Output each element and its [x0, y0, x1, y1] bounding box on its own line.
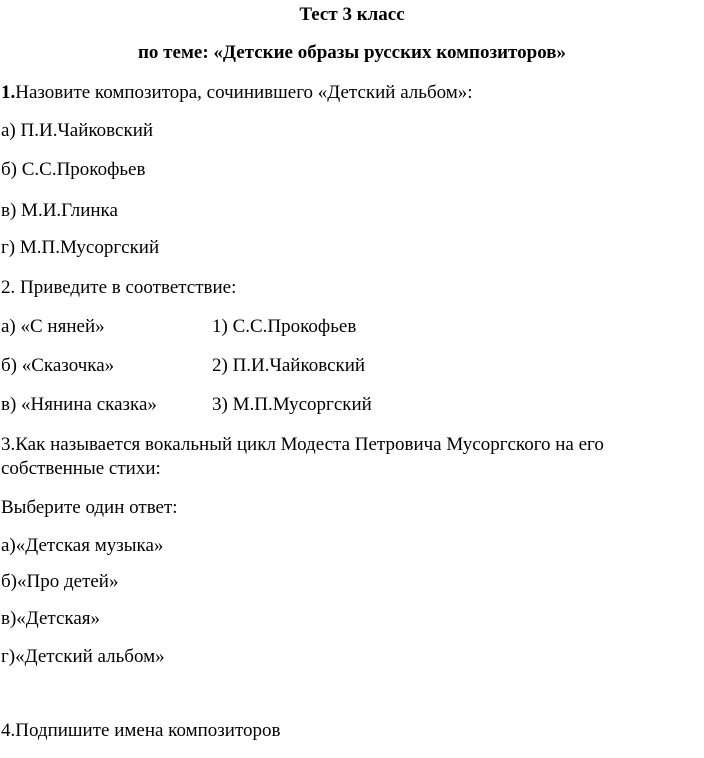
question-4-text: 4.Подпишите имена композиторов	[1, 720, 281, 741]
question-1-option-d: г) М.П.Мусоргский	[1, 237, 160, 258]
question-2-row-2	[1, 354, 366, 378]
question-1-text: Назовите композитора, сочинившего «Детский альбом»:	[15, 82, 473, 103]
question-1-number: 1.	[1, 82, 16, 103]
question-1-option-a: а) П.И.Чайковский	[1, 120, 154, 141]
question-3-option-d: г)«Детский альбом»	[1, 646, 165, 667]
match-right-1: 1) С.С.Прокофьев	[212, 316, 357, 337]
question-1-option-c: в) М.И.Глинка	[1, 200, 118, 221]
match-left-c: в) «Нянина сказка»	[1, 394, 157, 415]
match-left-a: а) «С няней»	[1, 316, 105, 337]
question-1	[1, 81, 473, 105]
question-3-option-c: в)«Детская»	[1, 608, 101, 629]
question-2-row-3	[1, 393, 372, 417]
match-left-b: б) «Сказочка»	[1, 355, 115, 376]
match-right-2: 2) П.И.Чайковский	[212, 355, 366, 376]
document-title: Тест 3 класс	[299, 4, 405, 25]
question-3-option-a: а)«Детская музыка»	[1, 535, 164, 556]
question-1-option-b: б) С.С.Прокофьев	[1, 159, 146, 180]
question-3-option-b: б)«Про детей»	[1, 571, 119, 592]
question-3-instruction: Выберите один ответ:	[1, 497, 178, 518]
question-3-text-line-1: 3.Как называется вокальный цикл Модеста Петровича Мусоргского на его	[1, 434, 604, 455]
match-right-3: 3) М.П.Мусоргский	[212, 394, 372, 415]
question-3-text-line-2: собственные стихи:	[1, 458, 161, 479]
question-2-text: 2. Приведите в соответствие:	[1, 277, 237, 298]
document-subtitle: по теме: «Детские образы русских композиторов»	[137, 42, 566, 63]
question-2-row-1	[1, 315, 357, 339]
